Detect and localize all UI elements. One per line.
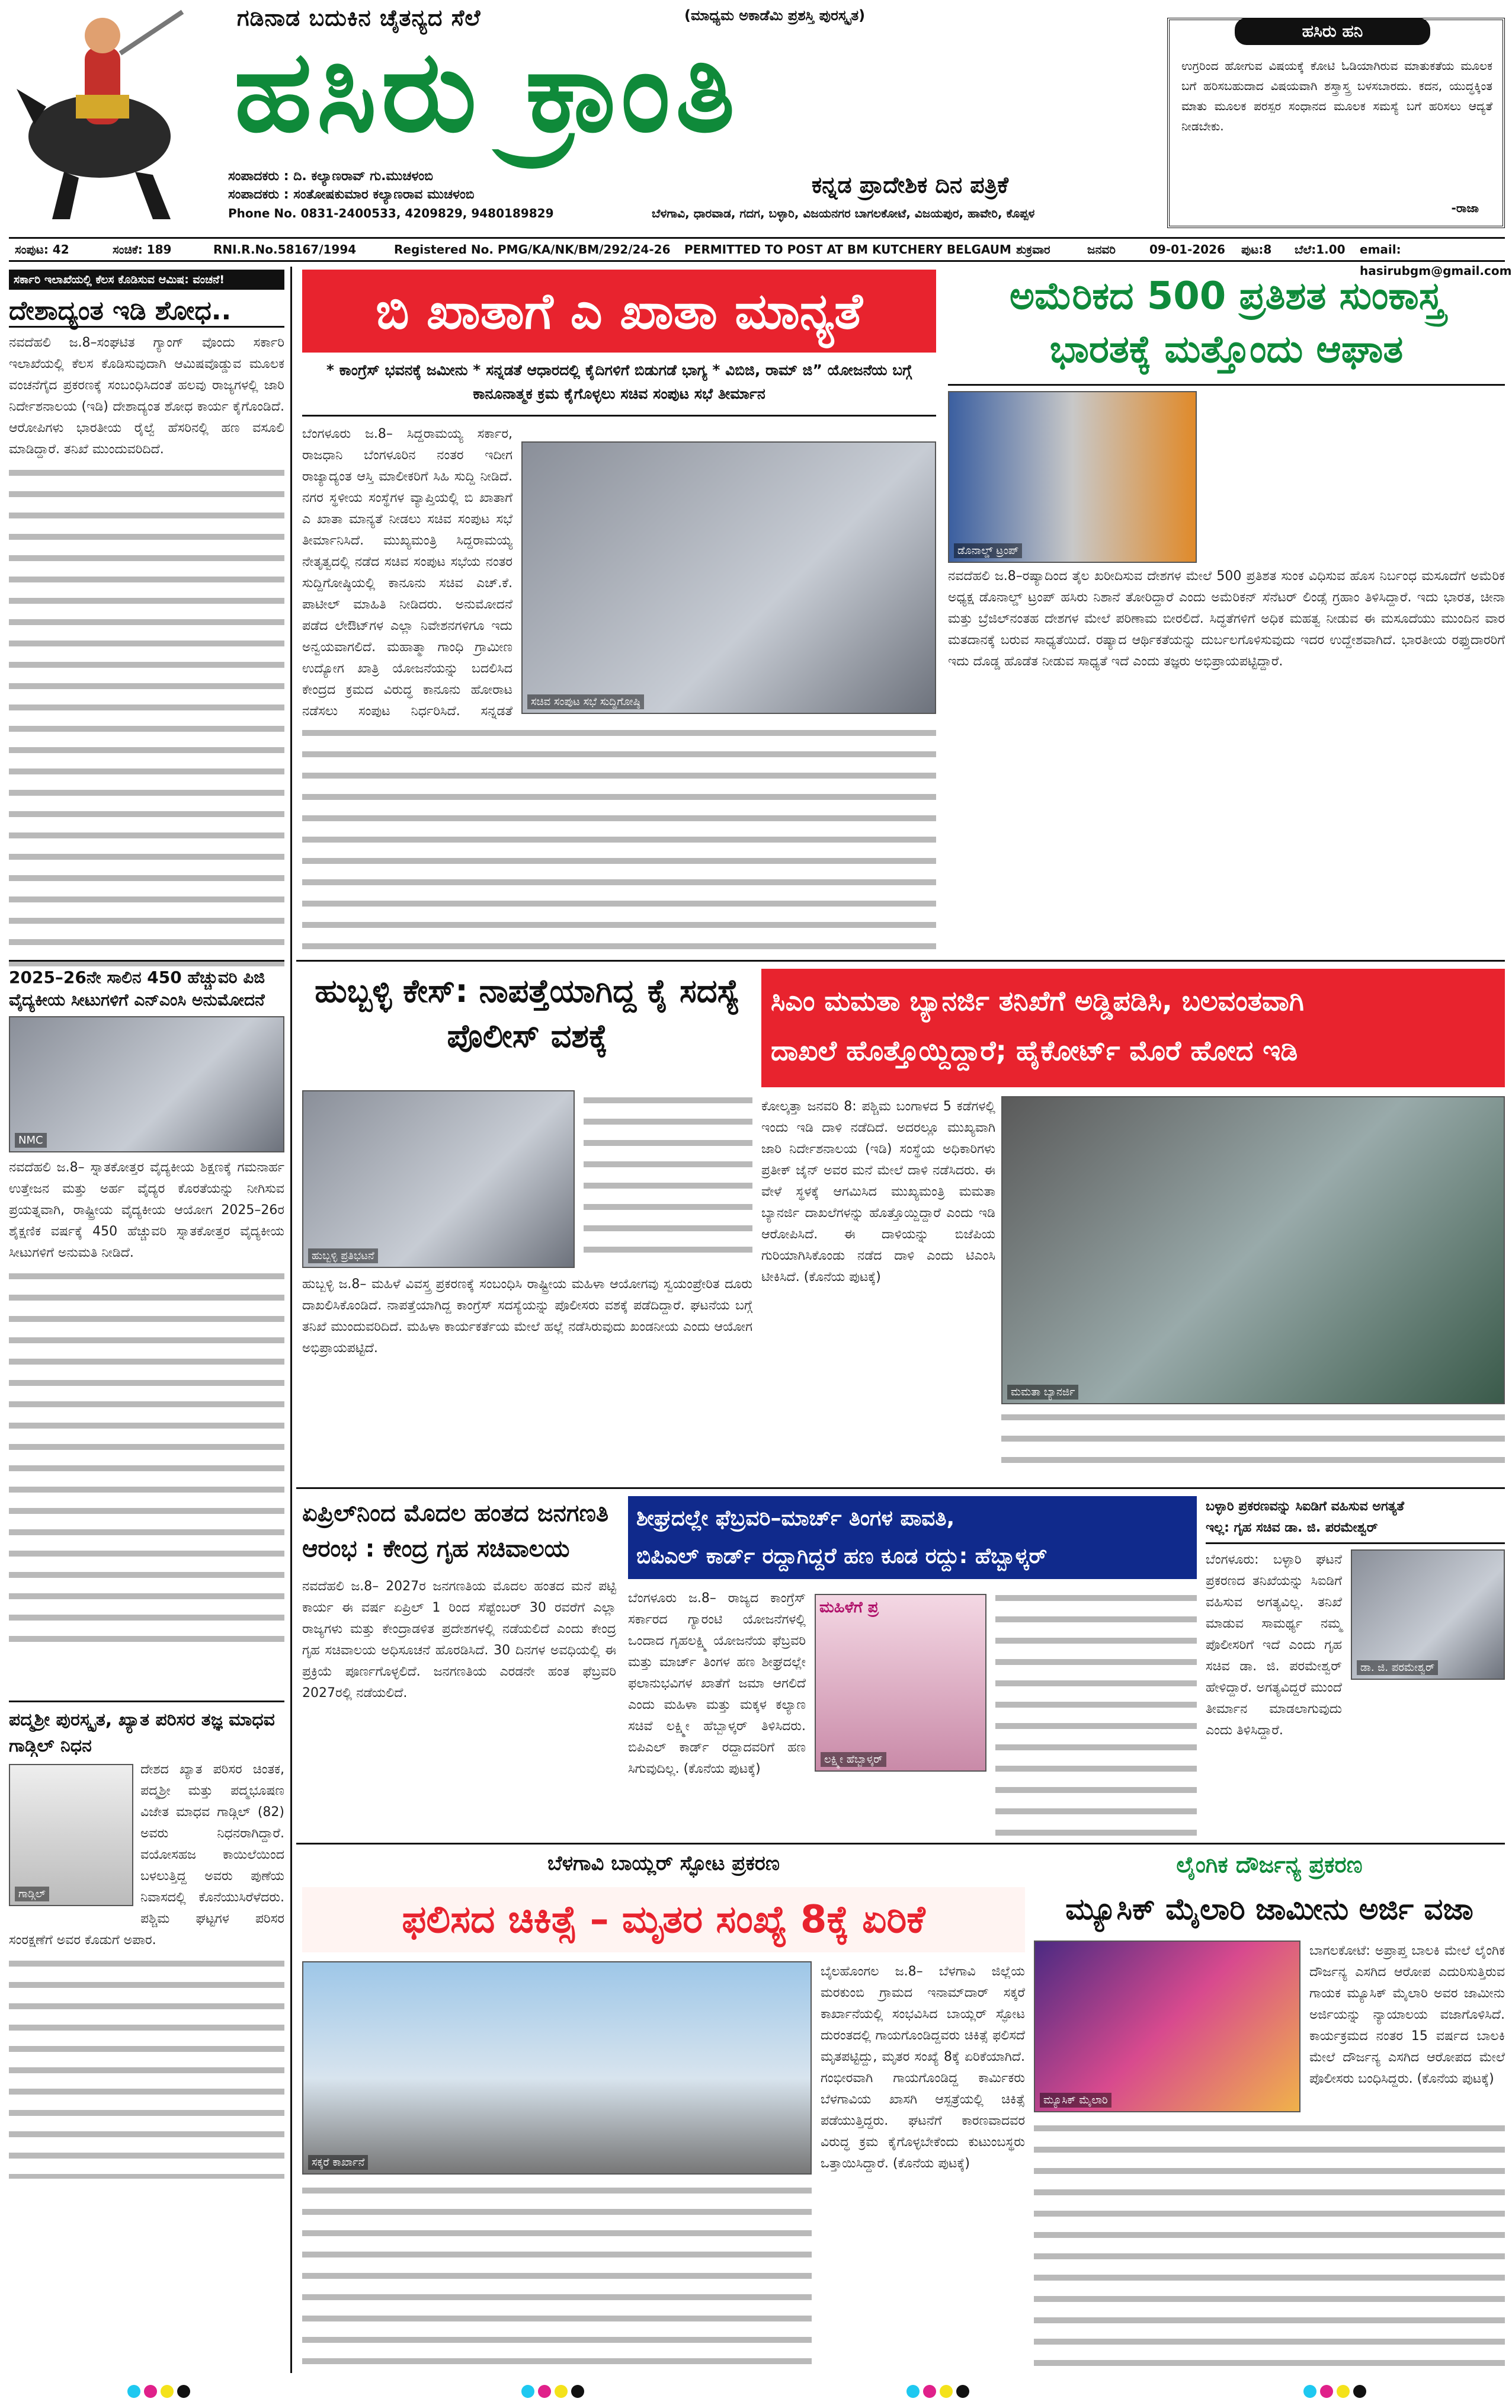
census-title-1: ಏಪ್ರಿಲ್‌ನಿಂದ ಮೊದಲ ಹಂತದ ಜನಗಣತಿ [302, 1500, 609, 1527]
boiler-kicker: ಬೆಳಗಾವಿ ಬಾಯ್ಲರ್ ಸ್ಫೋಟ ಪ್ರಕರಣ [547, 1852, 780, 1875]
left-story-2 [9, 960, 284, 1645]
ballari-title-line-2: ಇಲ್ಲ: ಗೃಹ ಸಚಿವ ಡಾ. ಜಿ. ಪರಮೇಶ್ವರ್ [1206, 1520, 1378, 1535]
story-kicker: ಸರ್ಕಾರಿ ಇಲಾಖೆಯಲ್ಲಿ ಕೆಲಸ ಕೊಡಿಸುವ ಆಮಿಷ: ವಂಚನೆ! [9, 270, 284, 290]
pages: ಪುಟ:8 [1241, 242, 1272, 257]
date: 09-01-2026 [1149, 242, 1225, 257]
rule [290, 267, 292, 2373]
rule [296, 1487, 1505, 1489]
lead-deck: * ಕಾಂಗ್ರೆಸ್ ಭವನಕ್ಕೆ ಜಮೀನು * ಸನ್ನಡತೆ ಆಧಾರದಲ್ಲಿ ಕೈದಿಗಳಿಗೆ ಬಿಡುಗಡೆ ಭಾಗ್ಯ * ವಿಬಿಜಿ, ರಾಮ್ ಜಿ” ಯೋಜನೆಯ ಬಗ್ಗೆ ಕಾನೂನಾತ್ಮಕ ಕ್ರಮ ಕೈಗೊಳ್ಳಲು ಸಚಿವ ಸಂಪುಟ ಸಭೆ ತೀರ್ಮಾನ [326, 361, 912, 402]
mamata-body-continued [1001, 1407, 1505, 1478]
lead-body-col-1: ಬೆಂಗಳೂರು ಜ.8– ಸಿದ್ದರಾಮಯ್ಯ ಸರ್ಕಾರ, ರಾಜಧಾನಿ ಬೆಂಗಳೂರಿನ ನಂತರ ಇದೀಗ ರಾಜ್ಯಾದ್ಯಂತ ಆಸ್ತಿ ಮಾಲೀಕರಿಗೆ ಸಿಹಿ ಸುದ್ದಿ ನೀಡಿದೆ. ನಗರ ಸ್ಥಳೀಯ ಸಂಸ್ಥೆಗಳ ವ್ಯಾಪ್ತಿಯಲ್ಲಿ ಬಿ ಖಾತಾಗೆ ಎ ಖಾತಾ ಮಾನ್ಯತೆ ನೀಡಲು ಸಚಿವ ಸಂಪುಟ ಸಭೆ ತೀರ್ಮಾನಿಸಿದೆ. ಮುಖ್ಯಮಂತ್ರಿ ಸಿದ್ದರಾಮಯ್ಯ ನೇತೃತ್ವದಲ್ಲಿ ನಡೆದ ಸಚಿವ ಸಂಪುಟ ಸಭೆಯ ನಂತರ ಸುದ್ದಿಗೋಷ್ಠಿಯಲ್ಲಿ ಕಾನೂನು ಸಚಿವ ಎಚ್.ಕೆ. ಪಾಟೀಲ್ ಮಾಹಿತಿ ನೀಡಿದರು. ಅನುಮೋದನೆ ಪಡೆದ ಲೇಔಟ್‌ಗಳ ಎಲ್ಲಾ ನಿವೇಶನಗಳಿಗೂ ಇದು ಅನ್ವಯವಾಗಲಿದೆ. ಮಹಾತ್ಮಾ ಗಾಂಧಿ ಗ್ರಾಮೀಣ ಉದ್ಯೋಗ ಖಾತ್ರಿ ಯೋಜನೆಯನ್ನು ಬದಲಿಸಿದ ಕೇಂದ್ರದ ಕ್ರಮದ ವಿರುದ್ಧ ಕಾನೂನು ಹೋರಾಟ ನಡೆಸಲು ಸಂಪುಟ ನಿರ್ಧರಿಸಿದೆ. ಸನ್ನಡತೆ [302, 427, 512, 719]
story-image [9, 1016, 284, 1152]
image-label: ಡಾ. ಜಿ. ಪರಮೇಶ್ವರ್ [1357, 1660, 1438, 1675]
hebbalkar-image [815, 1594, 986, 1772]
left-story-1 [9, 270, 284, 972]
census-body: ನವದೆಹಲಿ ಜ.8– 2027ರ ಜನಗಣತಿಯ ಮೊದಲ ಹಂತದ ಮನೆ ಪಟ್ಟಿ ಕಾರ್ಯ ಈ ವರ್ಷ ಏಪ್ರಿಲ್ 1 ರಿಂದ ಸೆಪ್ಟೆಂಬರ್ 30 ರವರೆಗೆ ಎಲ್ಲಾ ರಾಜ್ಯಗಳು ಮತ್ತು ಕೇಂದ್ರಾಡಳಿತ ಪ್ರದೇಶಗಳಲ್ಲಿ ನಡೆಯಲಿದೆ ಎಂದು ಕೇಂದ್ರ ಗೃಹ ಸಚಿವಾಲಯ ಅಧಿಸೂಚನೆ ಹೊರಡಿಸಿದೆ. 30 ದಿನಗಳ ಅವಧಿಯಲ್ಲಿ ಈ ಪ್ರಕ್ರಿಯೆ ಪೂರ್ಣಗೊಳ್ಳಲಿದೆ. ಜನಗಣತಿಯ ಎರಡನೇ ಹಂತ ಫೆಬ್ರವರಿ 2027ರಲ್ಲಿ ನಡೆಯಲಿದೆ. [302, 1579, 616, 1701]
music-kicker: ಲೈಂಗಿಕ ದೌರ್ಜನ್ಯ ಪ್ರಕರಣ [1176, 1852, 1363, 1878]
info-bar [9, 237, 1512, 278]
music-image [1034, 1941, 1300, 2112]
story-image [9, 1764, 133, 1906]
ballari-title [1206, 1496, 1505, 1544]
mamata-body: ಕೋಲ್ಕತ್ತಾ ಜನವರಿ 8: ಪಶ್ಚಿಮ ಬಂಗಾಳದ 5 ಕಡೆಗಳಲ್ಲಿ ಇಂದು ಇಡಿ ದಾಳಿ ನಡೆದಿದೆ. ಅದರಲ್ಲೂ ಮುಖ್ಯವಾಗಿ ಜಾರಿ ನಿರ್ದೇಶನಾಲಯ (ಇಡಿ) ಸಂಸ್ಥೆಯ ಅಧಿಕಾರಿಗಳು ಪ್ರತೀಕ್ ಜೈನ್ ಅವರ ಮನೆ ಮೇಲೆ ದಾಳಿ ನಡೆಸಿದರು. ಈ ವೇಳೆ ಸ್ಥಳಕ್ಕೆ ಆಗಮಿಸಿದ ಮುಖ್ಯಮಂತ್ರಿ ಮಮತಾ ಬ್ಯಾನರ್ಜಿ ದಾಖಲೆಗಳನ್ನು ಹೊತ್ತೊಯ್ದಿದ್ದಾರೆ ಎಂದು ಇಡಿ ಆರೋಪಿಸಿದೆ. ಈ ದಾಳಿಯನ್ನು ಬಿಜೆಪಿಯ ಗುರಿಯಾಗಿಸಿಕೊಂಡು ನಡೆದ ದಾಳಿ ಎಂದು ಟಿಎಂಸಿ ಟೀಕಿಸಿದೆ. (ಕೊನೆಯ ಪುಟಕ್ಕೆ) [761, 1099, 995, 1285]
rule [296, 1843, 1505, 1845]
tagline: ಗಡಿನಾಡ ಬದುಕಿನ ಚೈತನ್ಯದ ಸೆಲೆ [237, 5, 481, 31]
story-title: ಪದ್ಮಶ್ರೀ ಪುರಸ್ಕೃತ, ಖ್ಯಾತ ಪರಿಸರ ತಜ್ಞ ಮಾಧವ ಗಾಡ್ಗಿಲ್ ನಿಧನ [9, 1701, 284, 1759]
hebbalkar-body: ಬೆಂಗಳೂರು ಜ.8– ರಾಜ್ಯದ ಕಾಂಗ್ರೆಸ್ ಸರ್ಕಾರದ ಗ್ಯಾರಂಟಿ ಯೋಜನೆಗಳಲ್ಲಿ ಒಂದಾದ ಗೃಹಲಕ್ಷ್ಮಿ ಯೋಜನೆಯ ಫೆಬ್ರವರಿ ಮತ್ತು ಮಾರ್ಚ್ ತಿಂಗಳ ಹಣ ಶೀಘ್ರದಲ್ಲೇ ಫಲಾನುಭವಿಗಳ ಖಾತೆಗೆ ಜಮಾ ಆಗಲಿದೆ ಎಂದು ಮಹಿಳಾ ಮತ್ತು ಮಕ್ಕಳ ಕಲ್ಯಾಣ ಸಚಿವೆ ಲಕ್ಷ್ಮೀ ಹೆಬ್ಬಾಳ್ಕರ್ ತಿಳಿಸಿದರು. ಬಿಪಿಎಲ್ ಕಾರ್ಡ್ ರದ್ದಾದವರಿಗೆ ಹಣ ಸಿಗುವುದಿಲ್ಲ. (ಕೊನೆಯ ಪುಟಕ್ಕೆ) [628, 1591, 806, 1776]
managing-editor-line: ಸಂಪಾದಕರು : ಸಂತೋಷಕುಮಾರ ಕಲ್ಯಾಣರಾವ ಮುಚಳಂಬಿ [228, 187, 475, 202]
registration-marks-3 [906, 2385, 973, 2400]
issue: ಸಂಚಿಕೆ: 189 [113, 242, 172, 257]
boiler-title: ಫಲಿಸದ ಚಿಕಿತ್ಸೆ – ಮೃತರ ಸಂಖ್ಯೆ 8ಕ್ಕೆ ಏರಿಕೆ [302, 1887, 1025, 1952]
ballari-title-line-1: ಬಳ್ಳಾರಿ ಪ್ರಕರಣವನ್ನು ಸಿಐಡಿಗೆ ವಹಿಸುವ ಅಗತ್ಯತೆ [1206, 1499, 1405, 1514]
ear-box-signature: -ರಾಜಾ [1451, 201, 1479, 215]
image-label: ಸಚಿವ ಸಂಪುಟ ಸಭೆ ಸುದ್ದಿಗೋಷ್ಠಿ [527, 694, 644, 709]
ear-box-title: ಹಸಿರು ಹನಿ [1235, 18, 1430, 45]
lead-image [521, 441, 936, 714]
mamata-title [761, 969, 1505, 1087]
editions-line: ಬೆಳಗಾವಿ, ಧಾರವಾಡ, ಗದಗ, ಬಳ್ಳಾರಿ, ವಿಜಯನಗರ ಬಾಗಲಕೋಟೆ, ವಿಜಯಪುರ, ಹಾವೇರಿ, ಕೊಪ್ಪಳ [652, 206, 1035, 220]
image-label: ಸಕ್ಕರೆ ಕಾರ್ಖಾನೆ [308, 2155, 368, 2170]
hebbalkar-title-line-1: ಶೀಘ್ರದಲ್ಲೇ ಫೆಬ್ರವರಿ–ಮಾರ್ಚ್ ತಿಂಗಳ ಪಾವತಿ, [636, 1506, 955, 1530]
lead-body-continued [302, 723, 936, 954]
left-story-3 [9, 1701, 284, 2179]
story-title: 2025–26ನೇ ಸಾಲಿನ 450 ಹೆಚ್ಚುವರಿ ಪಿಜಿ ವೈದ್ಯಕೀಯ ಸೀಟುಗಳಿಗೆ ಎನ್‌ಎಂಸಿ ಅನುಮೋದನೆ [9, 960, 284, 1011]
registered-number: Registered No. PMG/KA/NK/BM/292/24-26 [394, 242, 671, 257]
story-title: ದೇಶಾದ್ಯಂತ ಇಡಿ ಶೋಧ.. [9, 296, 284, 328]
lead-title: ಬಿ ಖಾತಾಗೆ ಎ ಖಾತಾ ಮಾನ್ಯತೆ [302, 270, 936, 353]
image-label: ಗಾಡ್ಗಿಲ್ [15, 1887, 49, 1901]
story-body-continued [9, 1954, 284, 2179]
hubli-image [302, 1090, 575, 1268]
image-label: ಲಕ್ಷ್ಮೀ ಹೆಬ್ಬಾಳ್ಕರ್ [821, 1752, 886, 1767]
registration-marks-1 [127, 2385, 194, 2400]
mamata-title-line-2: ದಾಖಲೆ ಹೊತ್ತೊಯ್ದಿದ್ದಾರೆ; ಹೈಕೋರ್ಟ್ ಮೊರೆ ಹೋದ ಇಡಿ [771, 1035, 1298, 1067]
email: email: hasirubgm@gmail.com [1360, 242, 1512, 278]
story-body: ನವದೆಹಲಿ ಜ.8–ಸಂಘಟಿತ ಗ್ಯಾಂಗ್ ವೊಂದು ಸರ್ಕಾರಿ ಇಲಾಖೆಯಲ್ಲಿ ಕೆಲಸ ಕೊಡಿಸುವುದಾಗಿ ಆಮಿಷವೊಡ್ಡುವ ಮೂಲಕ ವಂಚನೆಗೈದ ಪ್ರಕರಣಕ್ಕೆ ಸಂಬಂಧಿಸಿದಂತೆ ಹಲವು ರಾಜ್ಯಗಳಲ್ಲಿ ಜಾರಿ ನಿರ್ದೇಶನಾಲಯ (ಇಡಿ) ದೇಶಾದ್ಯಂತ ಶೋಧ ಕಾರ್ಯ ಕೈಗೊಂಡಿದೆ. ಆರೋಪಿಗಳು ಭಾರತೀಯ ರೈಲ್ವೆ ಹೆಸರಿನಲ್ಲಿ ಹಣ ವಸೂಲಿ ಮಾಡಿದ್ದಾರೆ. ತನಿಖೆ ಮುಂದುವರಿದಿದೆ. [9, 335, 284, 457]
registration-marks-4 [1303, 2385, 1370, 2400]
hebbalkar-title-line-2: ಬಿಪಿಎಲ್ ಕಾರ್ಡ್ ರದ್ದಾಗಿದ್ದರೆ ಹಣ ಕೂಡ ರದ್ದು: ಹೆಬ್ಬಾಳ್ಕರ್ [636, 1544, 1047, 1568]
image-label: ಮಮತಾ ಬ್ಯಾನರ್ಜಿ [1007, 1385, 1078, 1400]
day: ಶುಕ್ರವಾರ [1016, 242, 1050, 257]
volume: ಸಂಪುಟ: 42 [15, 242, 69, 257]
logo-rider-icon [11, 6, 194, 225]
hebbalkar-body-continued [995, 1588, 1197, 1837]
paper-subtitle: ಕನ್ನಡ ಪ್ರಾದೇಶಿಕ ದಿನ ಪತ್ರಿಕೆ [812, 172, 1009, 198]
tariff-image [948, 391, 1197, 563]
ballari-image [1351, 1549, 1505, 1680]
ear-box [1167, 18, 1505, 228]
mamata-image [1001, 1096, 1505, 1404]
tariff-body: ನವದೆಹಲಿ ಜ.8–ರಷ್ಯಾದಿಂದ ತೈಲ ಖರೀದಿಸುವ ದೇಶಗಳ ಮೇಲೆ 500 ಪ್ರತಿಶತ ಸುಂಕ ವಿಧಿಸುವ ಹೊಸ ನಿರ್ಬಂಧ ಮಸೂದೆಗೆ ಅಮೆರಿಕ ಅಧ್ಯಕ್ಷ ಡೊನಾಲ್ಡ್ ಟ್ರಂಪ್ ಹಸಿರು ನಿಶಾನೆ ತೋರಿದ್ದಾರೆ ಎಂದು ಅಮೆರಿಕನ್ ಸೆನೆಟರ್ ಲಿಂಡ್ಸೆ ಗ್ರಹಾಂ ತಿಳಿಸಿದ್ದಾರೆ. ಇದು ಭಾರತ, ಚೀನಾ ಮತ್ತು ಬ್ರೆಜಿಲ್‌ನಂತಹ ದೇಶಗಳ ಮೇಲೆ ಪರಿಣಾಮ ಬೀರಲಿದೆ. ಸಿದ್ಧತೆಗಳಿಗೆ ಅಧಿಕ ಮಹತ್ವ ನೀಡುವ ಈ ಮಸೂದೆಯು ಮುಂದಿನ ವಾರ ಮತದಾನಕ್ಕೆ ಬರುವ ಸಾಧ್ಯತೆಯಿದೆ. ರಷ್ಯಾದ ಆರ್ಥಿಕತೆಯನ್ನು ದುರ್ಬಲಗೊಳಿಸುವುದು ಇದರ ಉದ್ದೇಶವಾಗಿದೆ. ಭಾರತೀಯ ರಫ್ತುದಾರರಿಗೆ ಇದು ದೊಡ್ಡ ಹೊಡೆತ ನೀಡುವ ಸಾಧ್ಯತೆ ಇದೆ ಎಂದು ತಜ್ಞರು ಅಭಿಪ್ರಾಯಪಟ್ಟಿದ್ದಾರೆ. [948, 569, 1505, 669]
ballari-body: ಬೆಂಗಳೂರು: ಬಳ್ಳಾರಿ ಘಟನೆ ಪ್ರಕರಣದ ತನಿಖೆಯನ್ನು ಸಿಐಡಿಗೆ ವಹಿಸುವ ಅಗತ್ಯವಿಲ್ಲ. ತನಿಖೆ ಮಾಡುವ ಸಾಮರ್ಥ್ಯ ನಮ್ಮ ಪೊಲೀಸರಿಗೆ ಇದೆ ಎಂದು ಗೃಹ ಸಚಿವ ಡಾ. ಜಿ. ಪರಮೇಶ್ವರ್ ಹೇಳಿದ್ದಾರೆ. ಅಗತ್ಯವಿದ್ದರೆ ಮುಂದೆ ತೀರ್ಮಾನ ಮಾಡಲಾಗುವುದು ಎಂದು ತಿಳಿಸಿದ್ದಾರೆ. [1206, 1552, 1342, 1738]
hubli-body: ಹುಬ್ಬಳ್ಳಿ ಜ.8– ಮಹಿಳೆ ವಿವಸ್ತ್ರ ಪ್ರಕರಣಕ್ಕೆ ಸಂಬಂಧಿಸಿ ರಾಷ್ಟ್ರೀಯ ಮಹಿಳಾ ಆಯೋಗವು ಸ್ವಯಂಪ್ರೇರಿತ ದೂರು ದಾಖಲಿಸಿಕೊಂಡಿದೆ. ನಾಪತ್ತೆಯಾಗಿದ್ದ ಕಾಂಗ್ರೆಸ್ ಸದಸ್ಯೆಯನ್ನು ಪೊಲೀಸರು ವಶಕ್ಕೆ ಪಡೆದಿದ್ದಾರೆ. ಘಟನೆಯ ಬಗ್ಗೆ ತನಿಖೆ ಮುಂದುವರಿದಿದೆ. ಮಹಿಳಾ ಕಾರ್ಯಕರ್ತೆಯ ಮೇಲೆ ಹಲ್ಲೆ ನಡೆಸಿರುವುದು ಖಂಡನೀಯ ಎಂದು ಆಯೋಗ ಅಭಿಪ್ರಾಯಪಟ್ಟಿದೆ. [302, 1277, 752, 1356]
ear-box-text: ಉಗ್ರರಿಂದ ಹೋಗುವ ವಿಷಯಕ್ಕೆ ಕೋಟಿ ಓಡಿಯಾಗಿರುವ ಮಾತುಕತೆಯ ಮೂಲಕ ಬಗೆ ಹರಿಸಬಹುದಾದ ವಿಷಯವಾಗಿ ಶಸ್ತ್ರಾಸ್ತ್ರ ಬಳಸಬಾರದು. ಕದನ, ಯುದ್ಧಕ್ಕಿಂತ ಮಾತು ಮೂಲಕ ಪರಸ್ಪರ ಸಂಧಾನದ ಮೂಲಕ ಸಮಸ್ಯೆ ಬಗೆ ಹರಿಸಲು ಆದ್ಯತೆ ನೀಡಬೇಕು. [1181, 59, 1492, 133]
image-caption: ಮಹಿಳೆಗೆ ಪ್ರ [819, 1599, 879, 1616]
story-body-continued [9, 463, 284, 972]
rni-number: RNI.R.No.58167/1994 [213, 242, 357, 257]
phone-line: Phone No. 0831-2400533, 4209829, 9480189829 [228, 206, 554, 220]
census-title-2: ಆರಂಭ : ಕೇಂದ್ರ ಗೃಹ ಸಚಿವಾಲಯ [302, 1535, 570, 1562]
rule [948, 384, 1505, 386]
rule [302, 415, 936, 417]
music-title: ಮ್ಯೂಸಿಕ್ ಮೈಲಾರಿ ಜಾಮೀನು ಅರ್ಜಿ ವಜಾ [1065, 1892, 1473, 1926]
hubli-body-continued [584, 1090, 752, 1268]
music-body-continued [1034, 2118, 1505, 2370]
govt-tag: (ಮಾಧ್ಯಮ ಅಕಾಡೆಮಿ ಪ್ರಶಸ್ತಿ ಪುರಸ್ಕೃತ) [684, 7, 866, 24]
permit: PERMITTED TO POST AT BM KUTCHERY BELGAUM [684, 242, 1011, 257]
price: ಬೆಲೆ:1.00 [1295, 242, 1346, 257]
story-body: ನವದೆಹಲಿ ಜ.8– ಸ್ನಾತಕೋತ್ತರ ವೈದ್ಯಕೀಯ ಶಿಕ್ಷಣಕ್ಕೆ ಗಮನಾರ್ಹ ಉತ್ತೇಜನ ಮತ್ತು ಅರ್ಹ ವೈದ್ಯರ ಕೊರತೆಯನ್ನು ನೀಗಿಸುವ ಪ್ರಯತ್ನವಾಗಿ, ರಾಷ್ಟ್ರೀಯ ವೈದ್ಯಕೀಯ ಆಯೋಗ 2025–26ರ ಶೈಕ್ಷಣಿಕ ವರ್ಷಕ್ಕೆ 450 ಹೆಚ್ಚುವರಿ ಸ್ನಾತಕೋತ್ತರ ವೈದ್ಯಕೀಯ ಸೀಟುಗಳಿಗೆ ಅನುಮತಿ ನೀಡಿದೆ. [9, 1160, 284, 1260]
music-body: ಬಾಗಲಕೋಟೆ: ಅಪ್ರಾಪ್ತ ಬಾಲಕಿ ಮೇಲೆ ಲೈಂಗಿಕ ದೌರ್ಜನ್ಯ ಎಸಗಿದ ಆರೋಪ ಎದುರಿಸುತ್ತಿರುವ ಗಾಯಕ ಮ್ಯೂಸಿಕ್ ಮೈಲಾರಿ ಅವರ ಜಾಮೀನು ಅರ್ಜಿಯನ್ನು ನ್ಯಾಯಾಲಯ ವಜಾಗೊಳಿಸಿದೆ. ಕಾರ್ಯಕ್ರಮದ ನಂತರ 15 ವರ್ಷದ ಬಾಲಕಿ ಮೇಲೆ ದೌರ್ಜನ್ಯ ಎಸಗಿದ ಆರೋಪದ ಮೇಲೆ ಪೊಲೀಸರು ಬಂಧಿಸಿದ್ದರು. (ಕೊನೆಯ ಪುಟಕ್ಕೆ) [1309, 1943, 1505, 2086]
paper-title: ಹಸಿರು ಕ್ರಾಂತಿ [234, 26, 740, 157]
image-label: ಮ್ಯೂಸಿಕ್ ಮೈಲಾರಿ [1040, 2093, 1111, 2108]
boiler-body-continued [302, 2180, 812, 2370]
registration-marks-2 [521, 2385, 588, 2400]
tariff-title-2: ಭಾರತಕ್ಕೆ ಮತ್ತೊಂದು ಆಘಾತ [1049, 328, 1404, 372]
story-body-continued [9, 1266, 284, 1645]
month: ಜನವರಿ [1087, 242, 1116, 257]
mamata-title-line-1: ಸಿಎಂ ಮಮತಾ ಬ್ಯಾನರ್ಜಿ ತನಿಖೆಗೆ ಅಡ್ಡಿಪಡಿಸಿ, ಬಲವಂತವಾಗಿ [771, 985, 1304, 1017]
boiler-body: ಬೈಲಹೊಂಗಲ ಜ.8– ಬೆಳಗಾವಿ ಜಿಲ್ಲೆಯ ಮರಕುಂಬಿ ಗ್ರಾಮದ ಇನಾಮ್‌ದಾರ್ ಸಕ್ಕರೆ ಕಾರ್ಖಾನೆಯಲ್ಲಿ ಸಂಭವಿಸಿದ ಬಾಯ್ಲರ್ ಸ್ಫೋಟ ದುರಂತದಲ್ಲಿ ಗಾಯಗೊಂಡಿದ್ದವರು ಚಿಕಿತ್ಸೆ ಫಲಿಸದೆ ಮೃತಪಟ್ಟಿದ್ದು, ಮೃತರ ಸಂಖ್ಯೆ 8ಕ್ಕೆ ಏರಿಕೆಯಾಗಿದೆ. ಗಂಭೀರವಾಗಿ ಗಾಯಗೊಂಡಿದ್ದ ಕಾರ್ಮಿಕರು ಬೆಳಗಾವಿಯ ಖಾಸಗಿ ಆಸ್ಪತ್ರೆಯಲ್ಲಿ ಚಿಕಿತ್ಸೆ ಪಡೆಯುತ್ತಿದ್ದರು. ಘಟನೆಗೆ ಕಾರಣವಾದವರ ವಿರುದ್ಧ ಕ್ರಮ ಕೈಗೊಳ್ಳಬೇಕೆಂದು ಕುಟುಂಬಸ್ಥರು ಒತ್ತಾಯಿಸಿದ್ದಾರೆ. (ಕೊನೆಯ ಪುಟಕ್ಕೆ) [821, 1964, 1025, 2171]
story-body: ದೇಶದ ಖ್ಯಾತ ಪರಿಸರ ಚಿಂತಕ, ಪದ್ಮಶ್ರೀ ಮತ್ತು ಪದ್ಮಭೂಷಣ ವಿಜೇತ ಮಾಧವ ಗಾಡ್ಗಿಲ್ (82) ಅವರು ನಿಧನರಾಗಿದ್ದಾರೆ. ವಯೋಸಹಜ ಕಾಯಿಲೆಯಿಂದ ಬಳಲುತ್ತಿದ್ದ ಅವರು ಪುಣೆಯ ನಿವಾಸದಲ್ಲಿ ಕೊನೆಯುಸಿರೆಳೆದರು. ಪಶ್ಚಿಮ ಘಟ್ಟಗಳ ಪರಿಸರ ಸಂರಕ್ಷಣೆಗೆ ಅವರ ಕೊಡುಗೆ ಅಪಾರ. [9, 1762, 284, 1948]
tariff-title-1: ಅಮೆರಿಕದ 500 ಪ್ರತಿಶತ ಸುಂಕಾಸ್ತ್ರ [1009, 274, 1444, 318]
rule [296, 960, 1505, 962]
boiler-image [302, 1961, 812, 2175]
image-label: ಹುಬ್ಬಳ್ಳಿ ಪ್ರತಿಭಟನೆ [308, 1248, 378, 1263]
image-label: ಡೊನಾಲ್ಡ್ ಟ್ರಂಪ್ [954, 543, 1022, 558]
masthead [0, 0, 1512, 234]
image-label: NMC [15, 1133, 47, 1148]
editor-line: ಸಂಪಾದಕರು : ದಿ. ಕಲ್ಯಾಣರಾವ್ ಗು.ಮುಚಳಂಬಿ [228, 169, 433, 184]
hebbalkar-title [628, 1496, 1197, 1579]
hubli-title: ಹುಬ್ಬಳ್ಳಿ ಕೇಸ್: ನಾಪತ್ತೆಯಾಗಿದ್ದ ಕೈ ಸದಸ್ಯೆ ಪೊಲೀಸ್ ವಶಕ್ಕೆ [315, 972, 740, 1055]
